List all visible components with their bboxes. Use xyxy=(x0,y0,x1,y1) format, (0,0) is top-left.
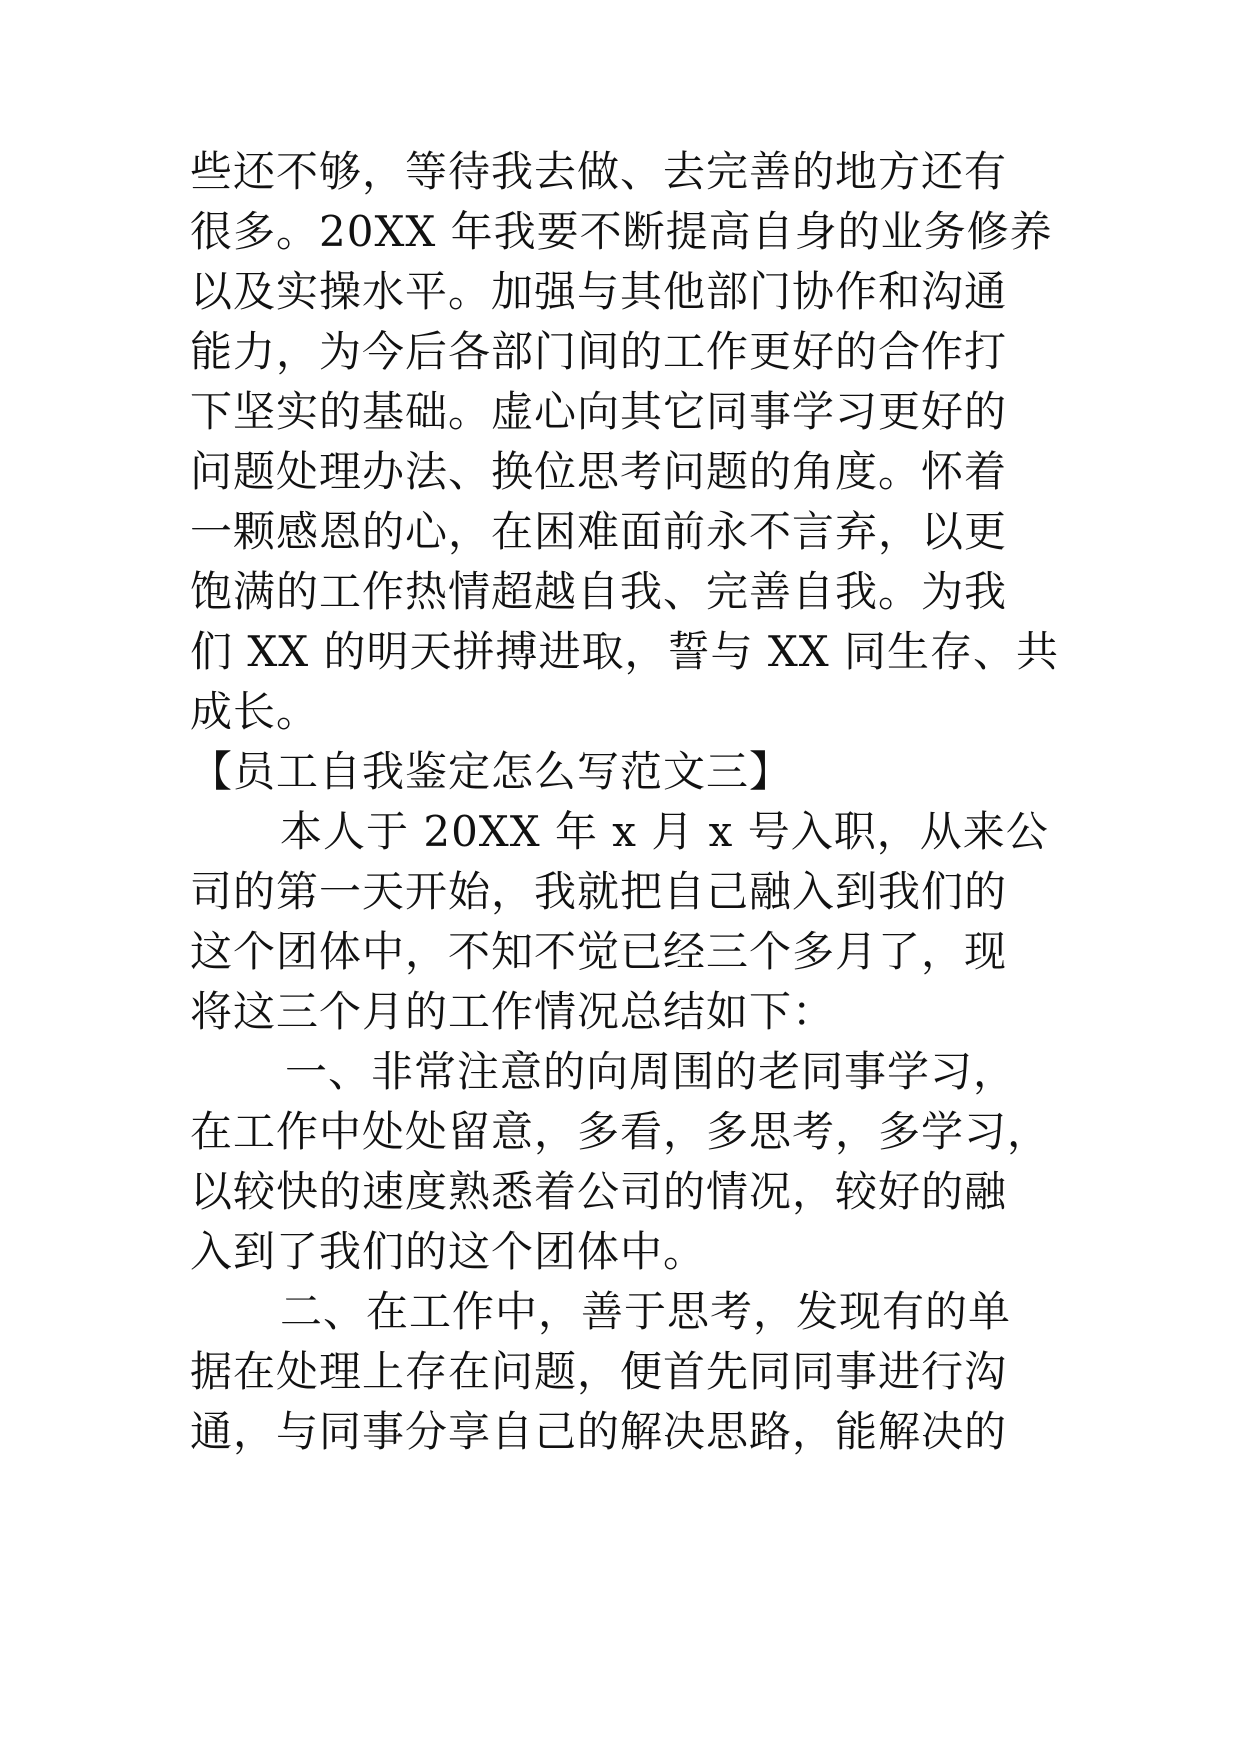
text-line: 下坚实的基础。虚心向其它同事学习更好的 xyxy=(190,387,1008,436)
text-line: 将这三个月的工作情况总结如下： xyxy=(190,987,836,1036)
text-line: 很多。20XX 年我要不断提高自身的业务修养 xyxy=(190,207,1053,256)
text-line: 以较快的速度熟悉着公司的情况，较好的融 xyxy=(190,1167,1008,1216)
text-line: 一、非常注意的向周围的老同事学习， xyxy=(285,1047,1017,1096)
text-line: 以及实操水平。加强与其他部门协作和沟通 xyxy=(190,267,1008,316)
text-line: 入到了我们的这个团体中。 xyxy=(190,1227,707,1276)
text-line: 据在处理上存在问题，便首先同同事进行沟 xyxy=(190,1347,1008,1396)
text-line: 本人于 20XX 年 x 月 x 号入职，从来公 xyxy=(280,807,1049,856)
text-line: 饱满的工作热情超越自我、完善自我。为我 xyxy=(190,567,1008,616)
section-heading: 【员工自我鉴定怎么写范文三】 xyxy=(190,747,793,796)
text-line: 们 XX 的明天拼搏进取，誓与 XX 同生存、共 xyxy=(190,627,1060,676)
text-line: 这个团体中，不知不觉已经三个多月了，现 xyxy=(190,927,1008,976)
text-line: 能力，为今后各部门间的工作更好的合作打 xyxy=(190,327,1008,376)
text-line: 成长。 xyxy=(190,687,320,736)
text-line: 司的第一天开始，我就把自己融入到我们的 xyxy=(190,867,1008,916)
text-line: 一颗感恩的心，在困难面前永不言弃，以更 xyxy=(190,507,1008,556)
body-text xyxy=(190,142,1060,1462)
text-line: 通，与同事分享自己的解决思路，能解决的 xyxy=(190,1407,1008,1456)
text-line: 在工作中处处留意，多看，多思考，多学习， xyxy=(190,1107,1051,1156)
text-line: 二、在工作中，善于思考，发现有的单 xyxy=(280,1287,1012,1336)
text-line: 些还不够，等待我去做、去完善的地方还有 xyxy=(190,147,1008,196)
text-line: 问题处理办法、换位思考问题的角度。怀着 xyxy=(190,447,1008,496)
